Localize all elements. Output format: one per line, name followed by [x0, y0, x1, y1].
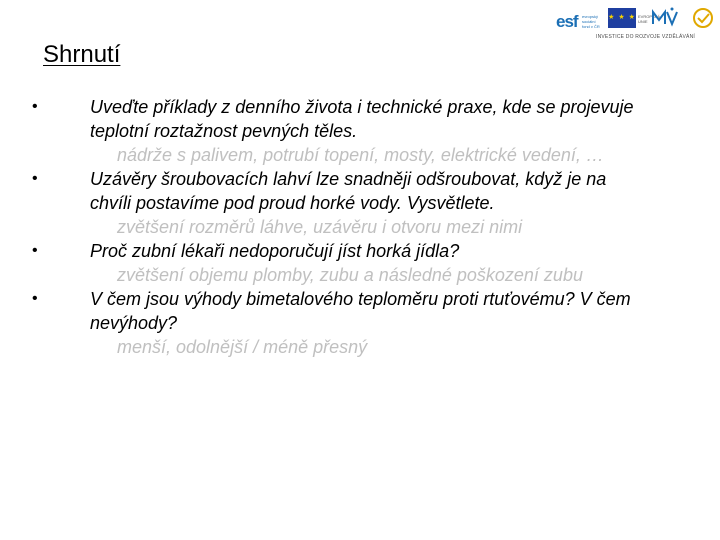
answer-4: menší, odolnější / méně přesný [117, 337, 368, 357]
question-1: Uveďte příklady z denního života i technické praxe, kde se projevuje teplotní roztažnost pevných těles. [90, 97, 634, 141]
esf-subtext: evropský sociální fond v ČR [582, 14, 600, 29]
answer-2: zvětšení rozměrů láhve, uzávěru i otvoru mezi nimi [117, 217, 523, 237]
bullet: • [32, 242, 38, 259]
answer-3: zvětšení objemu plomby, zubu a následné poškození zubu [117, 265, 583, 285]
op-vk-logo-icon [690, 6, 716, 32]
question-3: Proč zubní lékaři nedoporučují jíst horká jídla? [90, 241, 460, 261]
slide-title: Shrnutí [43, 41, 121, 68]
invest-text: INVESTICE DO ROZVOJE VZDĚLÁVÁNÍ [596, 34, 695, 40]
answer-1: nádrže s palivem, potrubí topení, mosty, elektrické vedení, … [117, 145, 604, 165]
eu-subtext: EVROPSKÁ UNIE [638, 14, 661, 24]
eu-flag-icon: ★ ★ ★ [608, 8, 636, 28]
funding-logos [552, 4, 718, 44]
esf-logo-text: esf [556, 12, 578, 31]
bullet: • [32, 290, 38, 307]
bullet: • [32, 170, 38, 187]
msmt-logo-icon [650, 6, 680, 30]
question-2: Uzávěry šroubovacích lahví lze snadněji odšroubovat, když je na chvíli postavíme pod proud horké vody. Vysvětlete. [90, 169, 607, 213]
question-4: V čem jsou výhody bimetalového teploměru proti rtuťovému? V čem nevýhody? [90, 289, 631, 333]
bullet: • [32, 98, 38, 115]
